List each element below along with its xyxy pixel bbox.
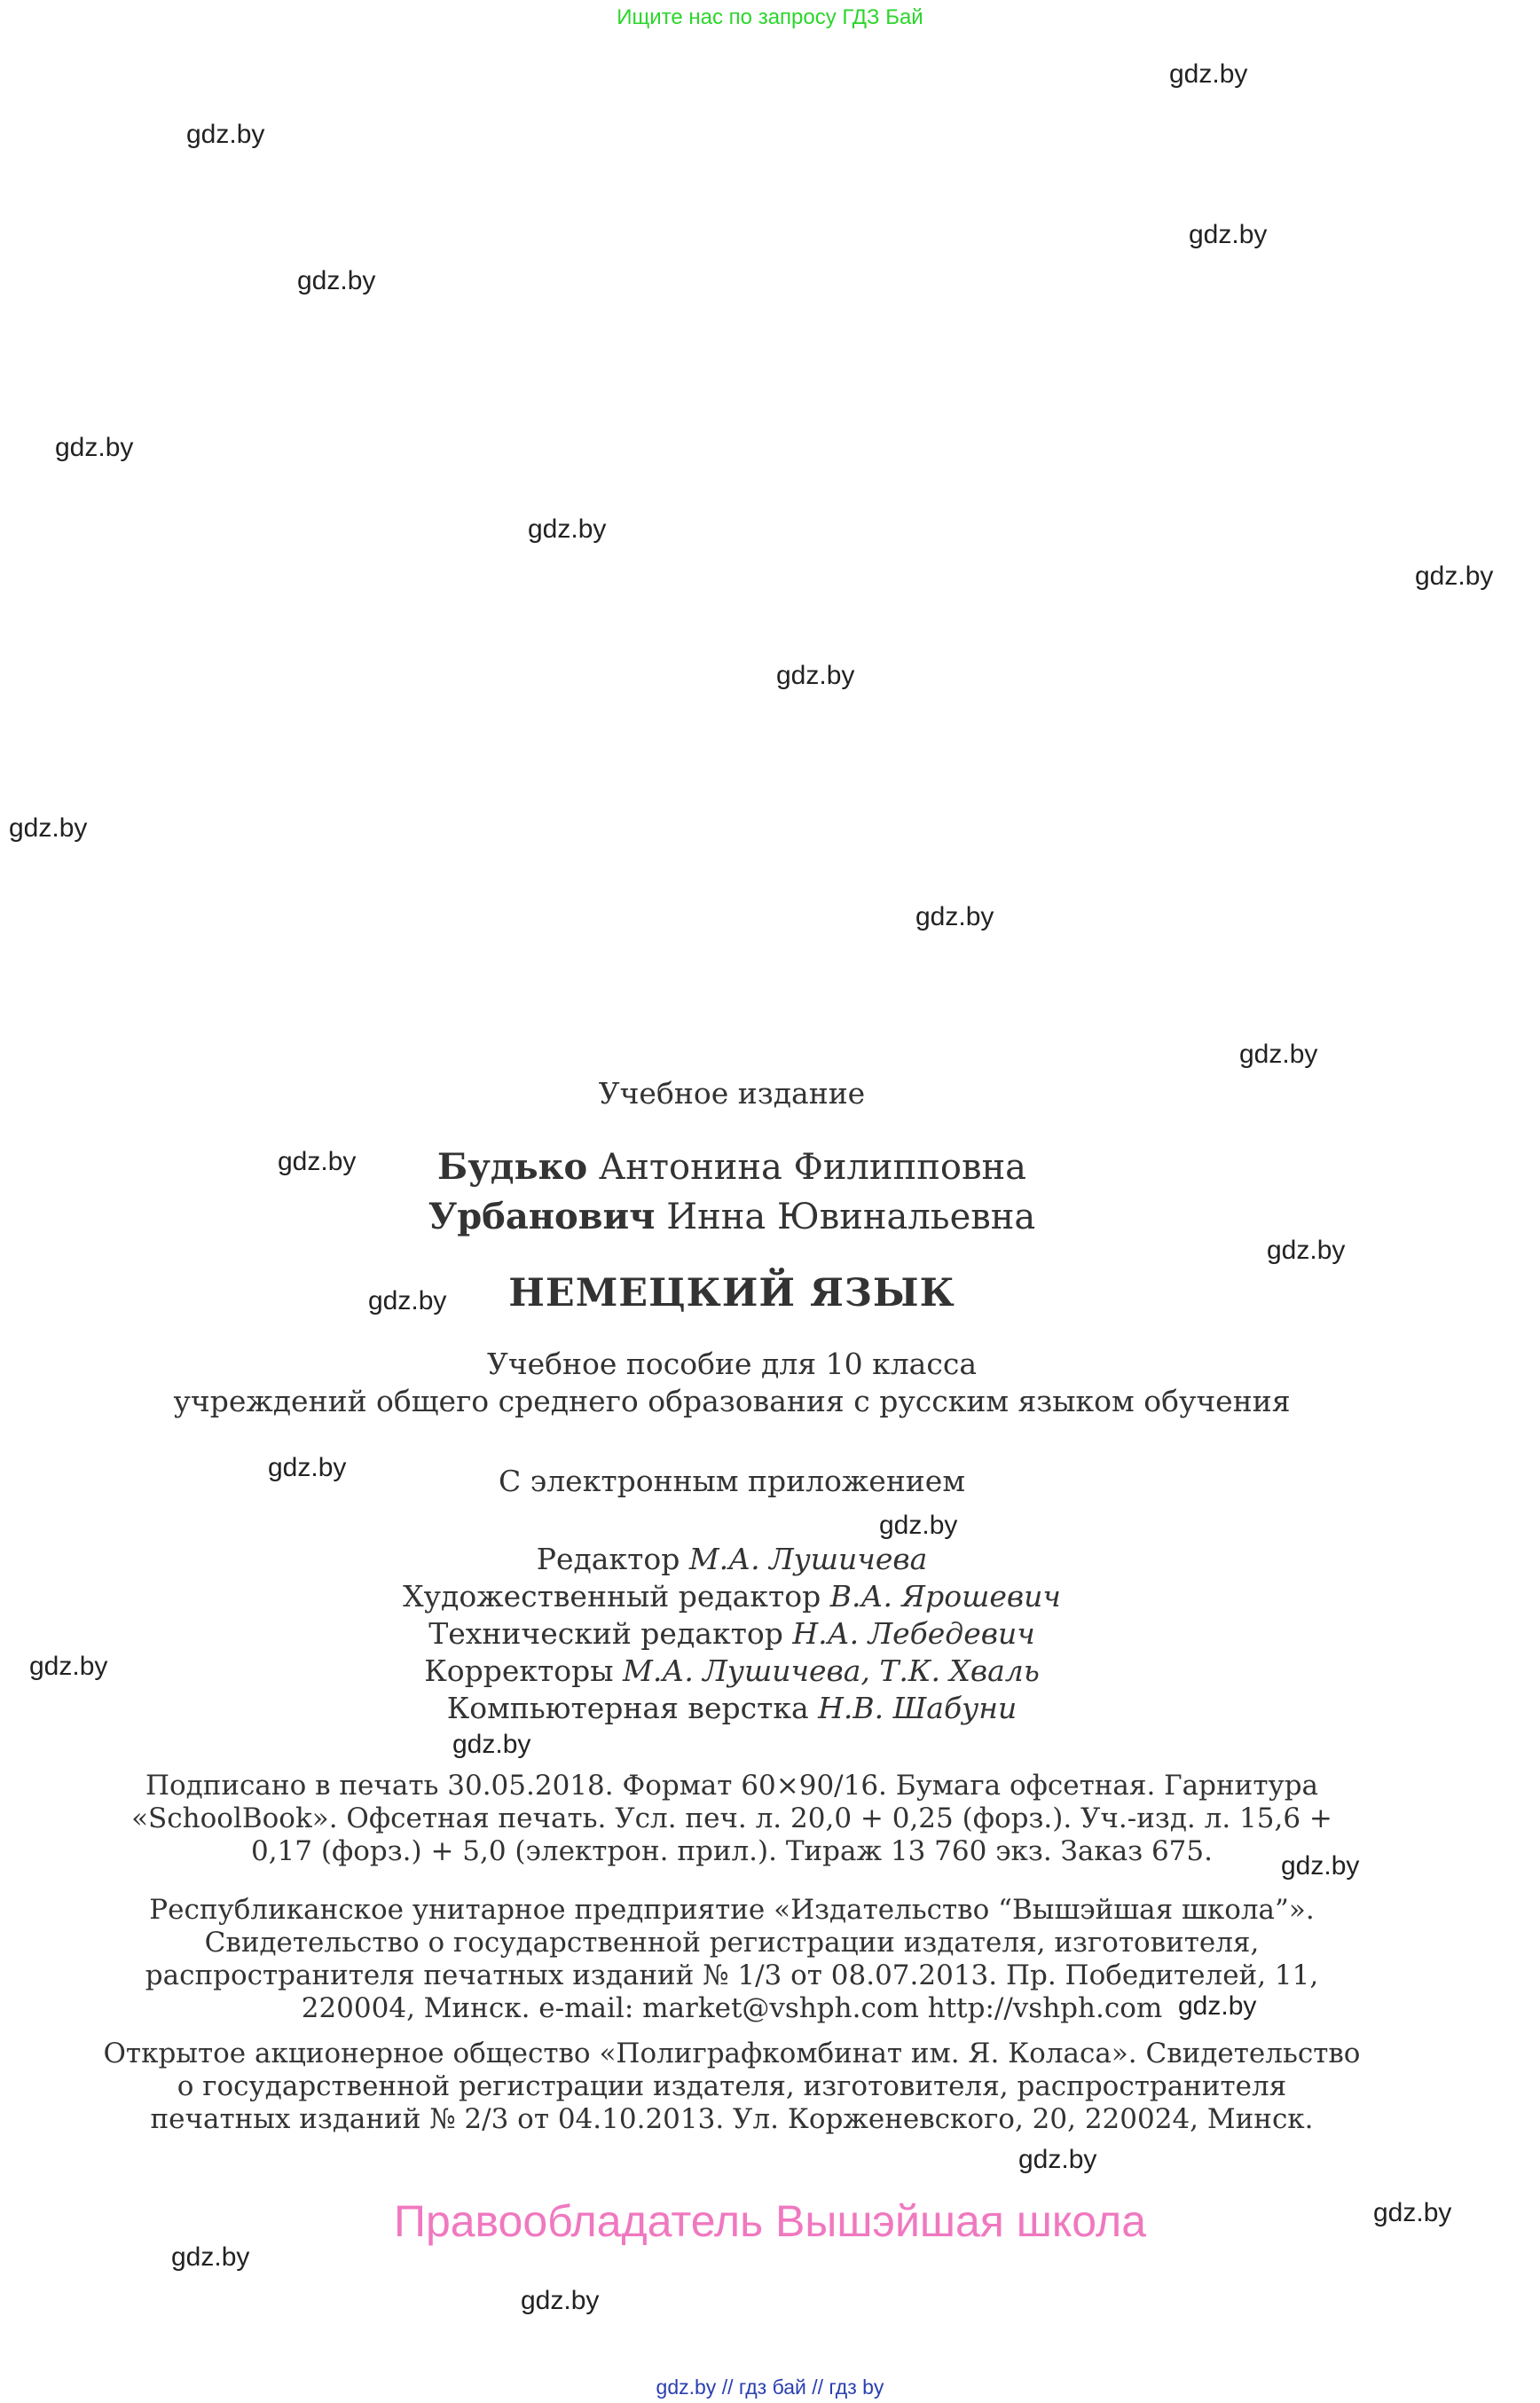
credit-role: Компьютерная верстка	[446, 1691, 809, 1725]
watermark: gdz.by	[268, 1453, 347, 1482]
publisher-info-line: Республиканское унитарное предприятие «Издательство “Вышэйшая школа”».	[149, 1894, 1315, 1926]
credit-role: Редактор	[536, 1542, 680, 1576]
footer-links[interactable]: gdz.by // гдз бай // гдз by	[656, 2376, 884, 2399]
credit-role: Корректоры	[424, 1653, 614, 1688]
print-info-line: Подписано в печать 30.05.2018. Формат 60×90/16. Бумага офсетная. Гарнитура	[145, 1770, 1319, 1802]
watermark: gdz.by	[1267, 1236, 1346, 1265]
watermark: gdz.by	[776, 661, 855, 690]
electronic-app-note: С электронным приложением	[498, 1464, 966, 1498]
credit-line	[0, 1542, 1464, 1576]
publisher-info-line: распространителя печатных изданий № 1/3 от 08.07.2013. Пр. Победителей, 11,	[145, 1959, 1319, 1991]
watermark: gdz.by	[1415, 561, 1494, 591]
printer-info-line: Открытое акционерное общество «Полиграфкомбинат им. Я. Коласа». Свидетельство	[103, 2038, 1361, 2069]
author-line	[0, 1146, 1464, 1188]
rights-holder: Правообладатель Вышэйшая школа	[394, 2196, 1146, 2246]
credit-name: В.А. Ярошевич	[829, 1579, 1061, 1614]
credit-line	[0, 1616, 1464, 1651]
printer-info-line: о государственной регистрации издателя, изготовителя, распространителя	[177, 2070, 1287, 2102]
watermark: gdz.by	[1239, 1040, 1318, 1069]
watermark: gdz.by	[915, 902, 994, 931]
credit-name: М.А. Лушичева, Т.К. Хваль	[623, 1653, 1040, 1688]
author-surname: Урбанович	[428, 1196, 656, 1237]
watermark: gdz.by	[1373, 2198, 1452, 2227]
watermark: gdz.by	[171, 2242, 250, 2272]
subtitle-line: Учебное пособие для 10 класса	[486, 1347, 977, 1381]
credit-name: Н.В. Шабуни	[818, 1691, 1018, 1725]
print-info-line: 0,17 (форз.) + 5,0 (электрон. прил.). Тираж 13 760 экз. Заказ 675.	[250, 1835, 1213, 1867]
watermark: gdz.by	[1281, 1851, 1360, 1881]
credit-name: Н.А. Лебедевич	[792, 1616, 1035, 1651]
watermark: gdz.by	[528, 514, 607, 544]
credit-name: М.А. Лушичева	[688, 1542, 928, 1576]
watermark: gdz.by	[1018, 2145, 1097, 2174]
credit-role: Технический редактор	[428, 1616, 783, 1651]
watermark: gdz.by	[278, 1147, 357, 1176]
top-banner-link[interactable]: Ищите нас по запросу ГДЗ Бай	[617, 5, 923, 29]
credit-line	[0, 1653, 1464, 1688]
author-names: Инна Ювинальевна	[666, 1197, 1036, 1237]
printer-info-line: печатных изданий № 2/3 от 04.10.2013. Ул. Корженевского, 20, 220024, Минск.	[150, 2103, 1314, 2135]
book-title: НЕМЕЦКИЙ ЯЗЫК	[508, 1271, 955, 1315]
edition-type: Учебное издание	[598, 1076, 866, 1111]
watermark: gdz.by	[297, 266, 376, 295]
watermark: gdz.by	[1178, 1991, 1257, 2021]
credit-line	[0, 1579, 1464, 1614]
subtitle-line: учреждений общего среднего образования с русским языком обучения	[173, 1384, 1291, 1418]
credit-role: Художественный редактор	[403, 1579, 821, 1614]
watermark: gdz.by	[521, 2286, 600, 2315]
print-info-line: «SchoolBook». Офсетная печать. Усл. печ. л. 20,0 + 0,25 (форз.). Уч.-изд. л. 15,6 +	[131, 1802, 1332, 1834]
watermark: gdz.by	[879, 1511, 958, 1540]
watermark: gdz.by	[1189, 220, 1268, 249]
watermark: gdz.by	[452, 1730, 531, 1759]
watermark: gdz.by	[29, 1652, 108, 1681]
publisher-info-line: 220004, Минск. e-mail: market@vshph.com http://vshph.com	[301, 1992, 1163, 2024]
watermark: gdz.by	[1169, 59, 1248, 89]
watermark: gdz.by	[368, 1286, 447, 1315]
credit-line	[0, 1691, 1464, 1725]
author-names: Антонина Филипповна	[598, 1147, 1026, 1188]
author-line	[0, 1196, 1464, 1237]
watermark: gdz.by	[186, 120, 265, 149]
watermark: gdz.by	[9, 813, 88, 843]
watermark: gdz.by	[55, 433, 134, 462]
author-surname: Будько	[437, 1146, 588, 1188]
publisher-info-line: Свидетельство о государственной регистрации издателя, изготовителя,	[204, 1927, 1260, 1959]
